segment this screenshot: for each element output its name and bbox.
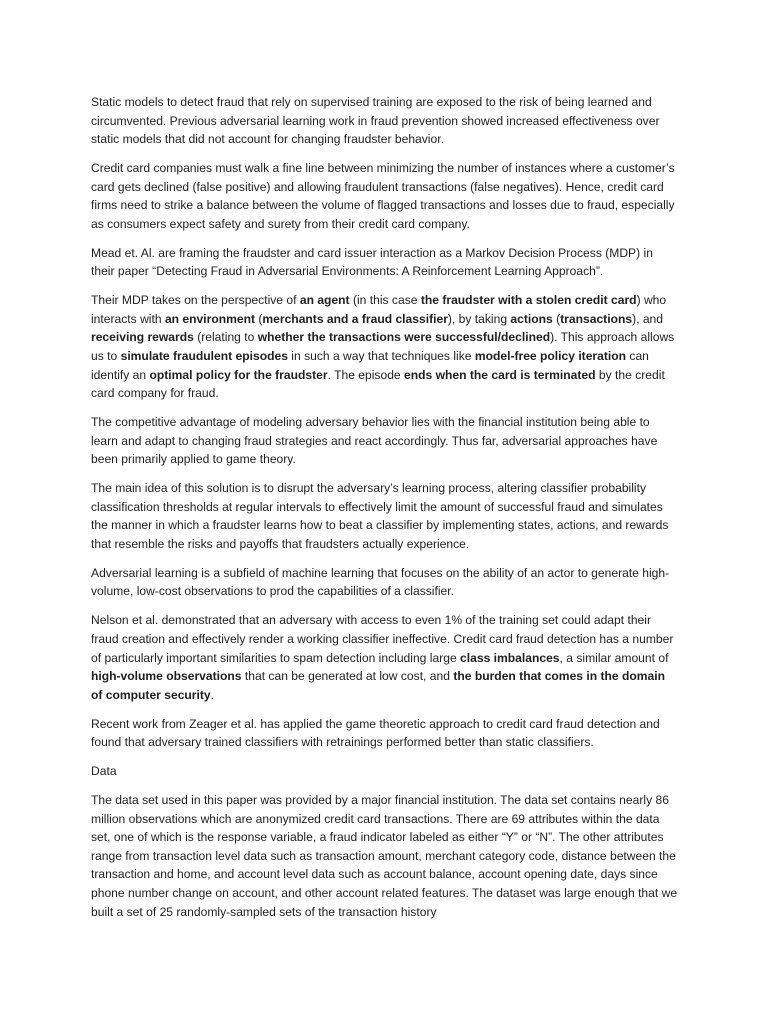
text-run: The competitive advantage of modeling adversary behavior lies with the financial institution being able to learn and adapt to changing fraud strategies and react accordingly. Thus far, adversarial approaches have been primarily applied to game theory.: [91, 415, 658, 467]
paragraph: [91, 611, 679, 704]
bold-text-run: high-volume observations: [91, 669, 242, 684]
paragraph: [91, 762, 679, 781]
text-run: in such a way that techniques like: [287, 349, 475, 364]
paragraph: [91, 291, 679, 403]
text-run: by the credit card company for fraud.: [91, 367, 665, 401]
text-run: ). This approach allows us to: [91, 330, 675, 364]
text-run: The data set used in this paper was provided by a major financial institution. The data set contains nearly 86 million observations which are anonymized credit card transactions. There are 69 attributes within the data set, one of which is the response variable, a fraud indicator labeled as either “Y” or “N”. The other attributes range from transaction level data such as transaction amount, merchant category code, distance between the transaction and home, and account level data such as account balance, account opening date, days since phone number change on account, and other account related features. The dataset was large enough that we built a set of 25 randomly-sampled sets of the transaction history: [91, 792, 678, 919]
text-run: Nelson et al. demonstrated that an adversary with access to even 1% of the training set could adapt their fraud creation and effectively render a working classifier ineffective. Credit card fraud detection has a number of particularly important similarities to spam detection including large: [91, 613, 674, 665]
bold-text-run: an environment: [164, 311, 255, 326]
bold-text-run: class imbalances: [460, 650, 560, 665]
text-run: Data: [91, 764, 117, 779]
paragraph: [91, 244, 679, 281]
text-run: Their MDP takes on the perspective of: [91, 293, 300, 308]
bold-text-run: the burden that comes in the domain of computer security: [91, 669, 665, 702]
bold-text-run: simulate fraudulent episodes: [120, 349, 288, 364]
text-run: (: [255, 311, 263, 326]
bold-text-run: whether the transactions were successful/declined: [257, 330, 551, 345]
text-run: . The episode: [327, 367, 405, 382]
bold-text-run: actions: [510, 311, 553, 326]
paragraph: [91, 479, 679, 553]
paragraph: [91, 791, 679, 921]
paragraph: [91, 715, 679, 752]
text-run: Mead et. Al. are framing the fraudster and card issuer interaction as a Markov Decision Process (MDP) in their paper “Detecting Fraud in Adversarial Environments: A Reinforcement Learning Approach”.: [91, 245, 653, 279]
paragraph: [91, 413, 679, 469]
text-run: .: [210, 687, 214, 702]
text-run: ), and: [632, 311, 664, 326]
text-run: Adversarial learning is a subfield of machine learning that focuses on the ability of an actor to generate high-volume, low-cost observations to prod the capabilities of a classifier.: [91, 565, 670, 599]
bold-text-run: the fraudster with a stolen credit card: [420, 293, 637, 308]
bold-text-run: ends when the card is terminated: [404, 367, 596, 382]
paragraph: [91, 564, 679, 601]
bold-text-run: model-free policy iteration: [474, 349, 627, 364]
text-run: Credit card companies must walk a fine line between minimizing the number of instances where a customer’s card gets declined (false positive) and allowing fraudulent transactions (false negatives). Hence, credit card firms need to strike a balance between the volume of flagged transactions and losses due to fraud, especially as consumers expect safety and surety from their credit card company.: [91, 161, 675, 231]
paragraph: [91, 93, 679, 149]
bold-text-run: optimal policy for the fraudster: [149, 367, 328, 382]
document-body: [91, 93, 679, 921]
document-page: [91, 93, 679, 931]
text-run: Recent work from Zeager et al. has applied the game theoretic approach to credit card fraud detection and found that adversary trained classifiers with retrainings performed better than static classifiers.: [91, 716, 660, 750]
text-run: (: [552, 311, 561, 326]
text-run: (in this case: [349, 293, 421, 308]
text-run: (relating to: [193, 330, 258, 345]
text-run: ), by taking: [447, 311, 511, 326]
text-run: that can be generated at low cost, and: [241, 669, 454, 684]
text-run: The main idea of this solution is to disrupt the adversary’s learning process, altering classifier probability classification thresholds at regular intervals to effectively limit the amount of successful fraud and simulates the manner in which a fraudster learns how to beat a classifier by implementing states, actions, and rewards that resemble the risks and payoffs that fraudsters actually experience.: [91, 481, 669, 551]
bold-text-run: receiving rewards: [91, 330, 194, 345]
text-run: ) who interacts with: [91, 293, 667, 326]
bold-text-run: transactions: [560, 311, 633, 326]
text-run: Static models to detect fraud that rely on supervised training are exposed to the risk of being learned and circumvented. Previous adversarial learning work in fraud prevention showed increased effectiveness over static models that did not account for changing fraudster behavior.: [91, 95, 660, 147]
text-run: , a similar amount of: [559, 650, 669, 665]
bold-text-run: an agent: [299, 293, 350, 308]
bold-text-run: merchants and a fraud classifier: [262, 311, 448, 326]
text-run: can identify an: [91, 349, 649, 382]
paragraph: [91, 159, 679, 233]
